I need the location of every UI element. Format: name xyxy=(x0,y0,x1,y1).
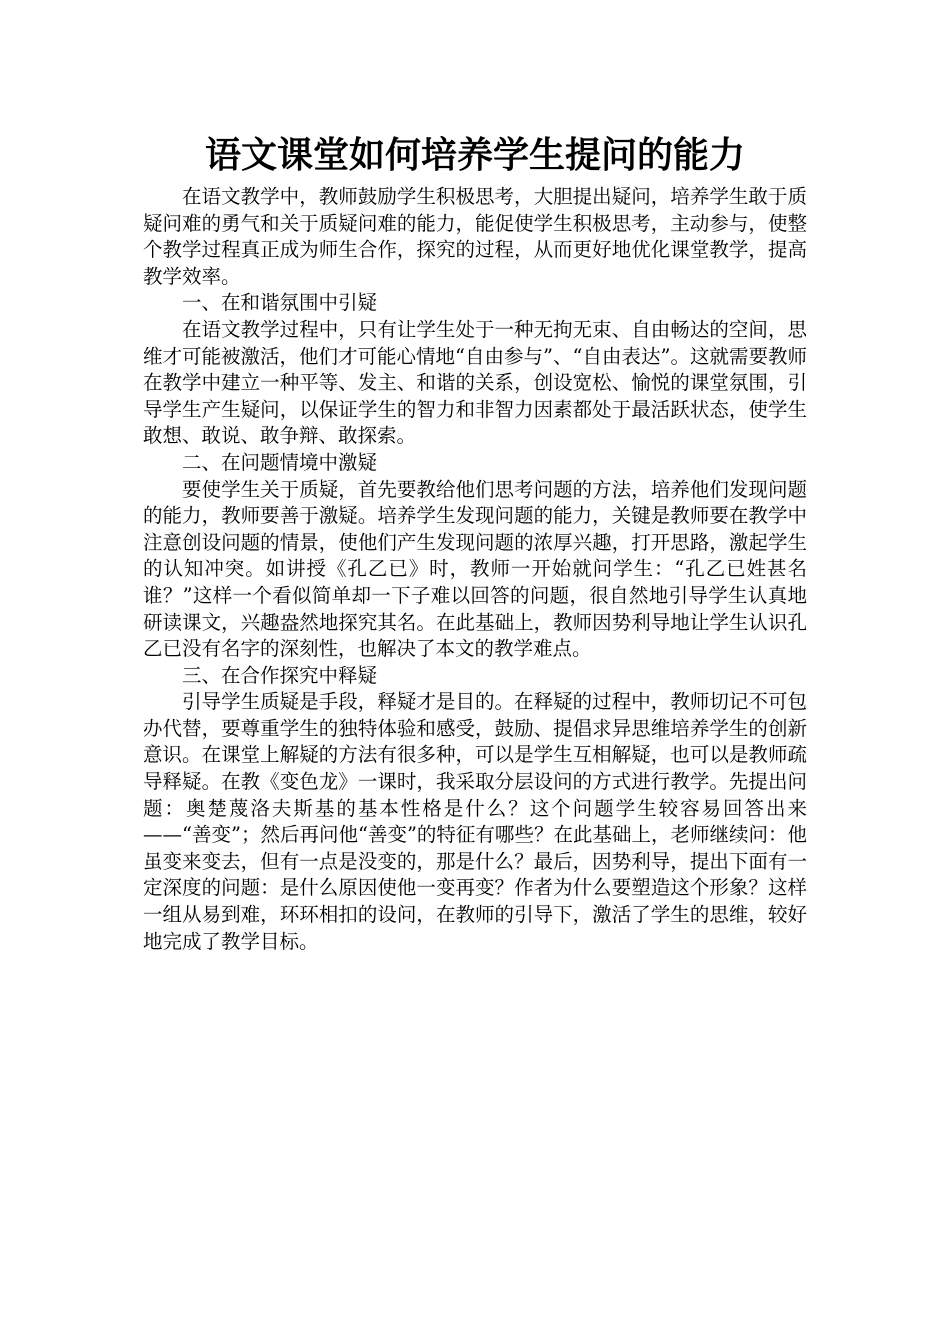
section-1-heading: 一、在和谐氛围中引疑 xyxy=(182,291,378,315)
intro-paragraph: 在语文教学中，教师鼓励学生积极思考，大胆提出疑问，培养学生敢于质疑问难的勇气和关于质疑问难的能力，能促使学生积极思考，主动参与，使整个教学过程真正成为师生合作，探究的过程，从而更好地优化课堂教学，提高教学效率。 xyxy=(143,185,807,288)
section-3-heading: 三、在合作探究中释疑 xyxy=(182,663,378,687)
document-title: 语文课堂如何培养学生提问的能力 xyxy=(204,134,745,176)
section-3-body: 引导学生质疑是手段，释疑才是目的。在释疑的过程中，教师切记不可包办代替，要尊重学生的独特体验和感受，鼓励、提倡求异思维培养学生的创新意识。在课堂上解疑的方法有很多种，可以是学生互相解疑，也可以是教师疏导释疑。在教《变色龙》一课时，我采取分层设问的方式进行教学。先提出问题：奥楚蔑洛夫斯基的基本性格是什么？这个问题学生较容易回答出来——“善变”；然后再问他“善变”的特征有哪些？在此基础上，老师继续问：他虽变来变去，但有一点是没变的，那是什么？最后，因势利导，提出下面有一定深度的问题：是什么原因使他一变再变？作者为什么要塑造这个形象？这样一组从易到难，环环相扣的设问，在教师的引导下，激活了学生的思维，较好地完成了教学目标。 xyxy=(143,690,807,953)
section-1-body: 在语文教学过程中，只有让学生处于一种无拘无束、自由畅达的空间，思维才可能被激活，他们才可能心情地“自由参与”、“自由表达”。这就需要教师在教学中建立一种平等、发主、和谐的关系，创设宽松、愉悦的课堂氛围，引导学生产生疑问，以保证学生的智力和非智力因素都处于最活跃状态，使学生敢想、敢说、敢争辩、敢探索。 xyxy=(143,317,807,448)
section-2-body: 要使学生关于质疑，首先要教给他们思考问题的方法，培养他们发现问题的能力，教师要善于激疑。培养学生发现问题的能力，关键是教师要在教学中注意创设问题的情景，使他们产生发现问题的浓厚兴趣，打开思路，激起学生的认知冲突。如讲授《孔乙已》时，教师一开始就问学生：“孔乙已姓甚名谁？”这样一个看似简单却一下子难以回答的问题，很自然地引导学生认真地研读课文，兴趣盎然地探究其名。在此基础上，教师因势利导地让学生认识孔乙已没有名字的深刻性，也解决了本文的教学难点。 xyxy=(143,477,807,661)
section-2-heading: 二、在问题情境中激疑 xyxy=(182,450,378,474)
document-body xyxy=(143,130,807,955)
